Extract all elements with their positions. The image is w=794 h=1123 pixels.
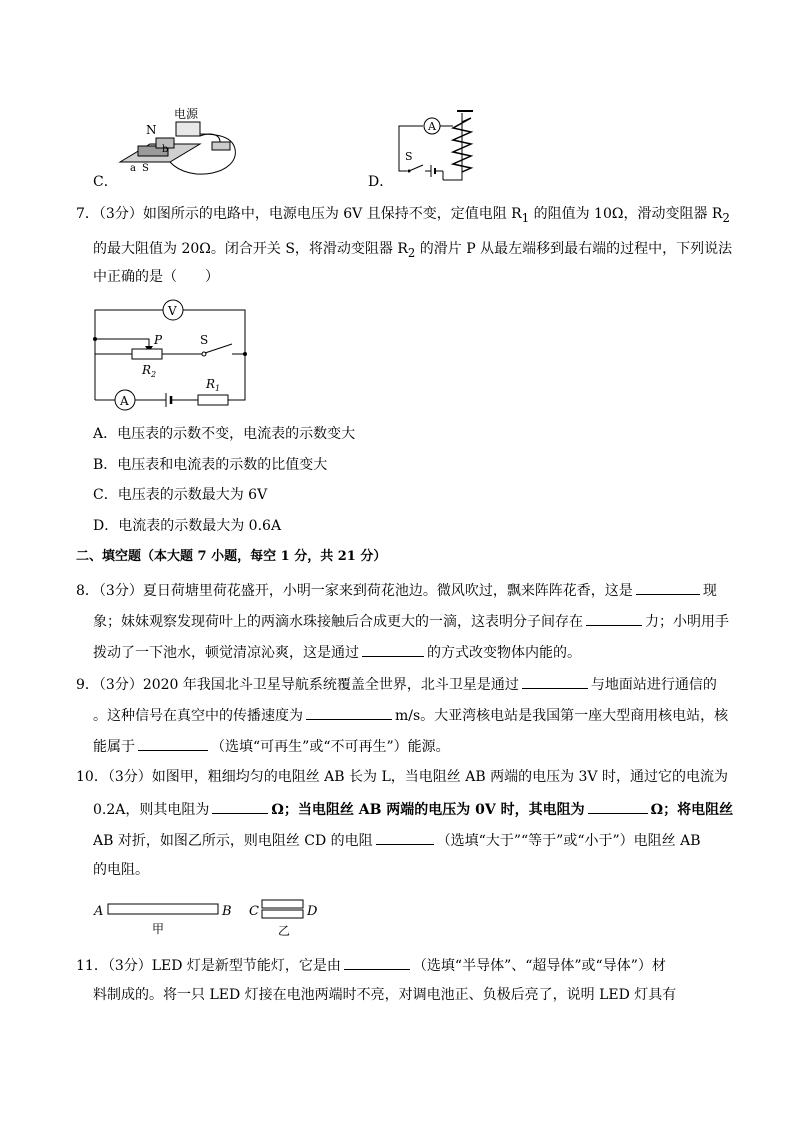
figure-c-power-label: 电源 [174, 107, 199, 121]
figure-c-electromagnet-setup [110, 104, 250, 184]
figure-c-n-label: N [146, 123, 157, 137]
q7-line-2: 的最大阻值为 20Ω。闭合开关 S，将滑动变阻器 $R_2$ 的滑片 P 从最左端移到最右端的过程中，下列说法 [93, 241, 733, 260]
section-2-heading: 二、填空题（本大题 7 小题，每空 1 分，共 21 分） [76, 549, 387, 564]
q11-line-1: 11．（3分）LED 灯是新型节能灯，它是由 （选填“半导体”、“超导体”或“导体”）材 [76, 955, 666, 975]
q10-blank-3[interactable] [376, 830, 434, 845]
q10-label-d: D [307, 904, 318, 919]
q11-line-2: 料制成的。将一只 LED 灯接在电池两端时不亮，对调电池正、负极后亮了，说明 LED 灯具有 [93, 987, 677, 1003]
option-d-label: D． [368, 174, 394, 190]
q10-label-b: B [222, 904, 232, 919]
figure-c-s-label: S [142, 163, 149, 174]
q7-option-c: C．电压表的示数最大为 6V [93, 487, 268, 503]
option-c-label: C． [93, 174, 118, 190]
q10-blank-1[interactable] [212, 799, 268, 814]
q8-blank-3[interactable] [362, 642, 424, 657]
q7-voltmeter-label: V [168, 304, 177, 318]
q10-label-c: C [249, 904, 259, 919]
q10-line-2: 0.2A，则其电阻为 Ω；当电阻丝 AB 两端的电压为 0V 时，其电阻为 Ω；将电阻丝 [93, 799, 733, 819]
q7-slider-label: P [154, 333, 163, 347]
q8-line-3: 拨动了一下池水，顿觉清凉沁爽，这是通过 的方式改变物体内能的。 [93, 642, 581, 662]
q7-option-a: A．电压表的示数不变，电流表的示数变大 [93, 426, 356, 442]
q9-blank-2[interactable] [306, 705, 392, 720]
figure-c-a-label: a [130, 163, 136, 174]
q10-blank-2[interactable] [588, 799, 648, 814]
figure-d-solenoid-circuit [395, 108, 485, 184]
q9-blank-3[interactable] [138, 736, 208, 751]
q8-blank-2[interactable] [586, 611, 642, 626]
q11-blank-1[interactable] [344, 955, 410, 970]
q10-line-3: AB 对折，如图乙所示，则电阻丝 CD 的电阻 （选填“大于”“等于”或“小于”）电阻丝 AB [93, 830, 700, 850]
q9-blank-1[interactable] [522, 674, 588, 689]
q7-line-1: 7．（3分）如图所示的电路中，电源电压为 6V 且保持不变，定值电阻 $R_1$ 的阻值为 10Ω，滑动变阻器 $R_2$ [76, 206, 730, 225]
q8-line-2: 象；妹妹观察发现荷叶上的两滴水珠接触后合成更大的一滴，这表明分子间存在 力；小明用手 [93, 611, 729, 631]
q7-line-3: 中正确的是（ ） [93, 269, 219, 285]
figure-d-ammeter-label: A [428, 120, 436, 133]
q7-r1-label: $R_1$ [206, 377, 221, 393]
figure-c-b-label: b [162, 144, 169, 155]
q7-option-b: B．电压表和电流表的示数的比值变大 [93, 457, 328, 473]
q10-label-jia: 甲 [152, 922, 165, 936]
q10-line-4: 的电阻。 [93, 862, 149, 878]
q8-line-1: 8．（3分）夏日荷塘里荷花盛开，小明一家来到荷花池边。微风吹过，飘来阵阵花香，这是 现 [76, 580, 717, 600]
q7-switch-label: S [200, 333, 209, 347]
q9-line-3: 能属于 （选填“可再生”或“不可再生”）能源。 [93, 736, 450, 756]
q9-line-1: 9．（3分）2020 年我国北斗卫星导航系统覆盖全世界，北斗卫星是通过 与地面站进行通信的 [76, 674, 717, 694]
q7-ammeter-label: A [120, 394, 129, 408]
q7-r2-label: $R_2$ [142, 363, 157, 379]
q10-line-1: 10．（3分）如图甲，粗细均匀的电阻丝 AB 长为 L，当电阻丝 AB 两端的电压为 3V 时，通过它的电流为 [76, 769, 728, 785]
q10-label-a: A [94, 904, 104, 919]
q8-blank-1[interactable] [636, 580, 700, 595]
q10-wire-figures [92, 893, 332, 941]
q7-option-d: D．电流表的示数最大为 0.6A [93, 518, 282, 534]
q10-label-yi: 乙 [278, 924, 291, 938]
q7-circuit-diagram [92, 296, 252, 412]
q9-line-2: 。这种信号在真空中的传播速度为 m/s。大亚湾核电站是我国第一座大型商用核电站，核 [93, 705, 728, 725]
figure-d-switch-label: S [405, 150, 413, 163]
